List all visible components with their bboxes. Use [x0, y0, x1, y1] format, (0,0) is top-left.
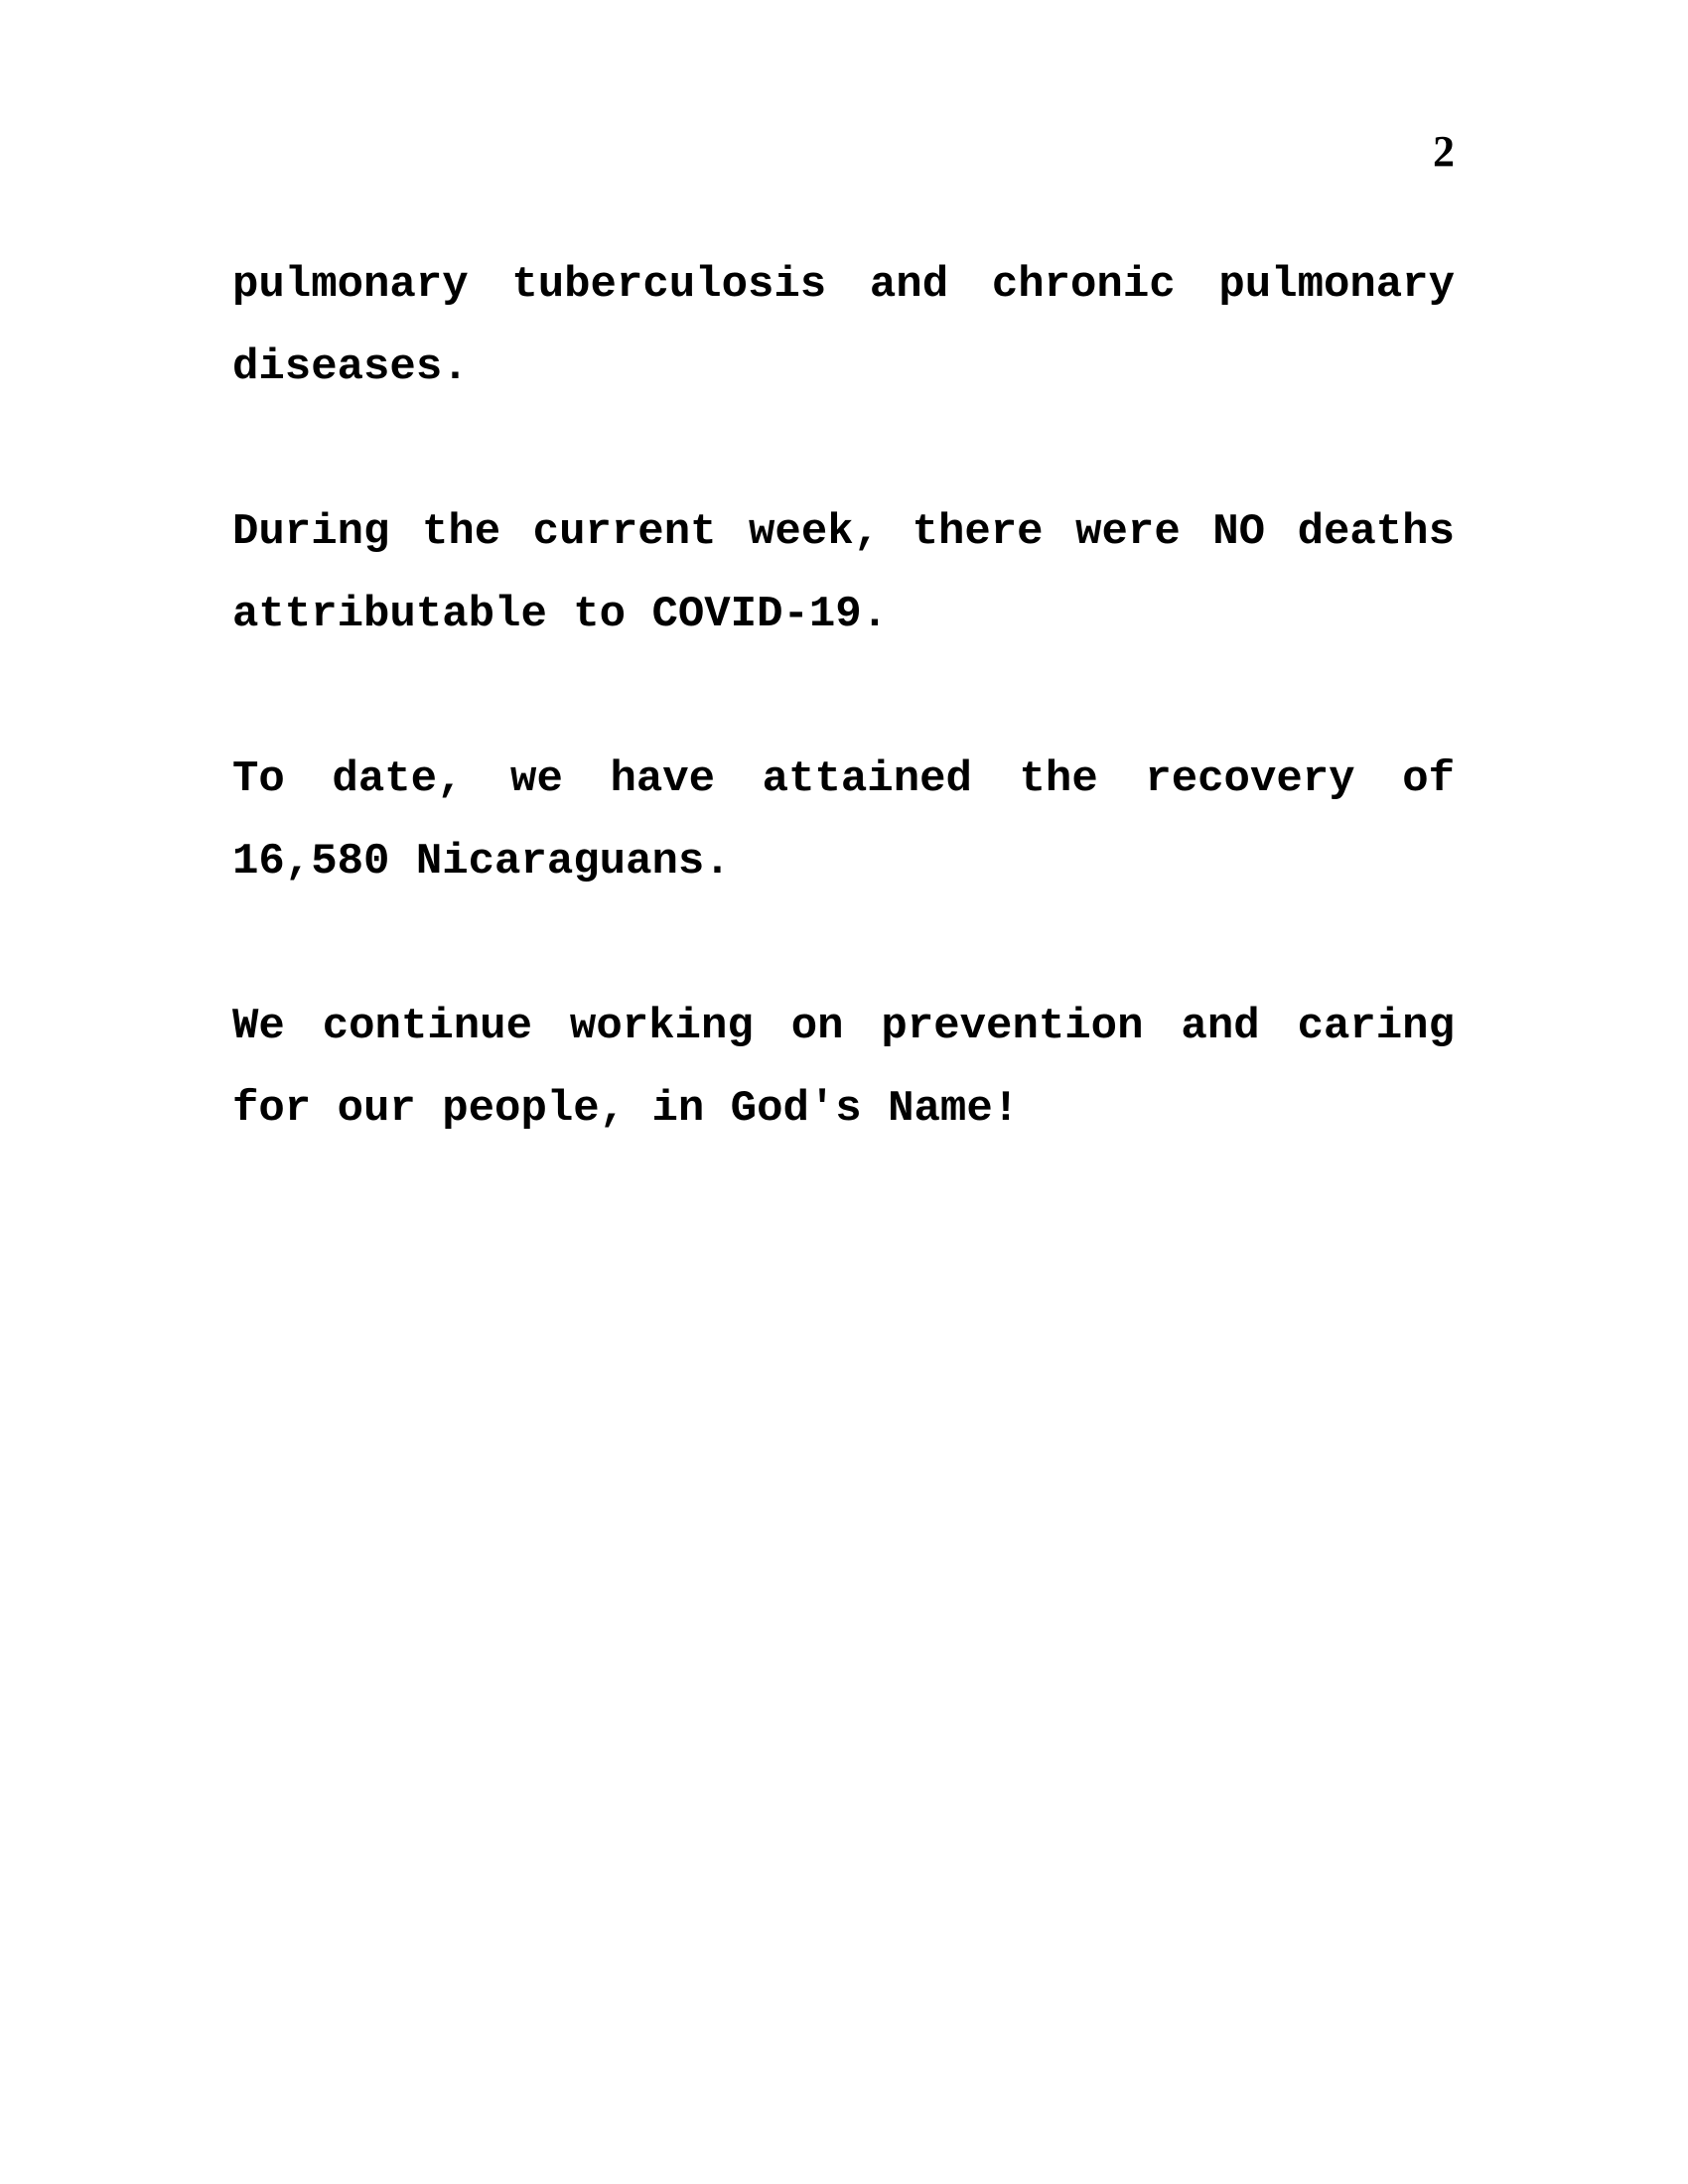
document-body — [232, 244, 1455, 1233]
text-line: During the current week, there were NO deaths — [232, 507, 1455, 557]
text-line: 16,580 Nicaraguans. — [232, 837, 731, 887]
text-line: To date, we have attained the recovery of — [232, 754, 1455, 804]
text-line: We continue working on prevention and caring — [232, 1002, 1455, 1051]
text-line: attributable to COVID-19. — [232, 590, 889, 639]
text-line: diseases. — [232, 342, 469, 392]
text-line: pulmonary tuberculosis and chronic pulmonary — [232, 260, 1455, 310]
paragraph — [232, 491, 1455, 656]
paragraph — [232, 986, 1455, 1151]
page-number: 2 — [1433, 127, 1455, 176]
paragraph — [232, 739, 1455, 903]
text-line: for our people, in God's Name! — [232, 1084, 1020, 1134]
paragraph — [232, 244, 1455, 409]
